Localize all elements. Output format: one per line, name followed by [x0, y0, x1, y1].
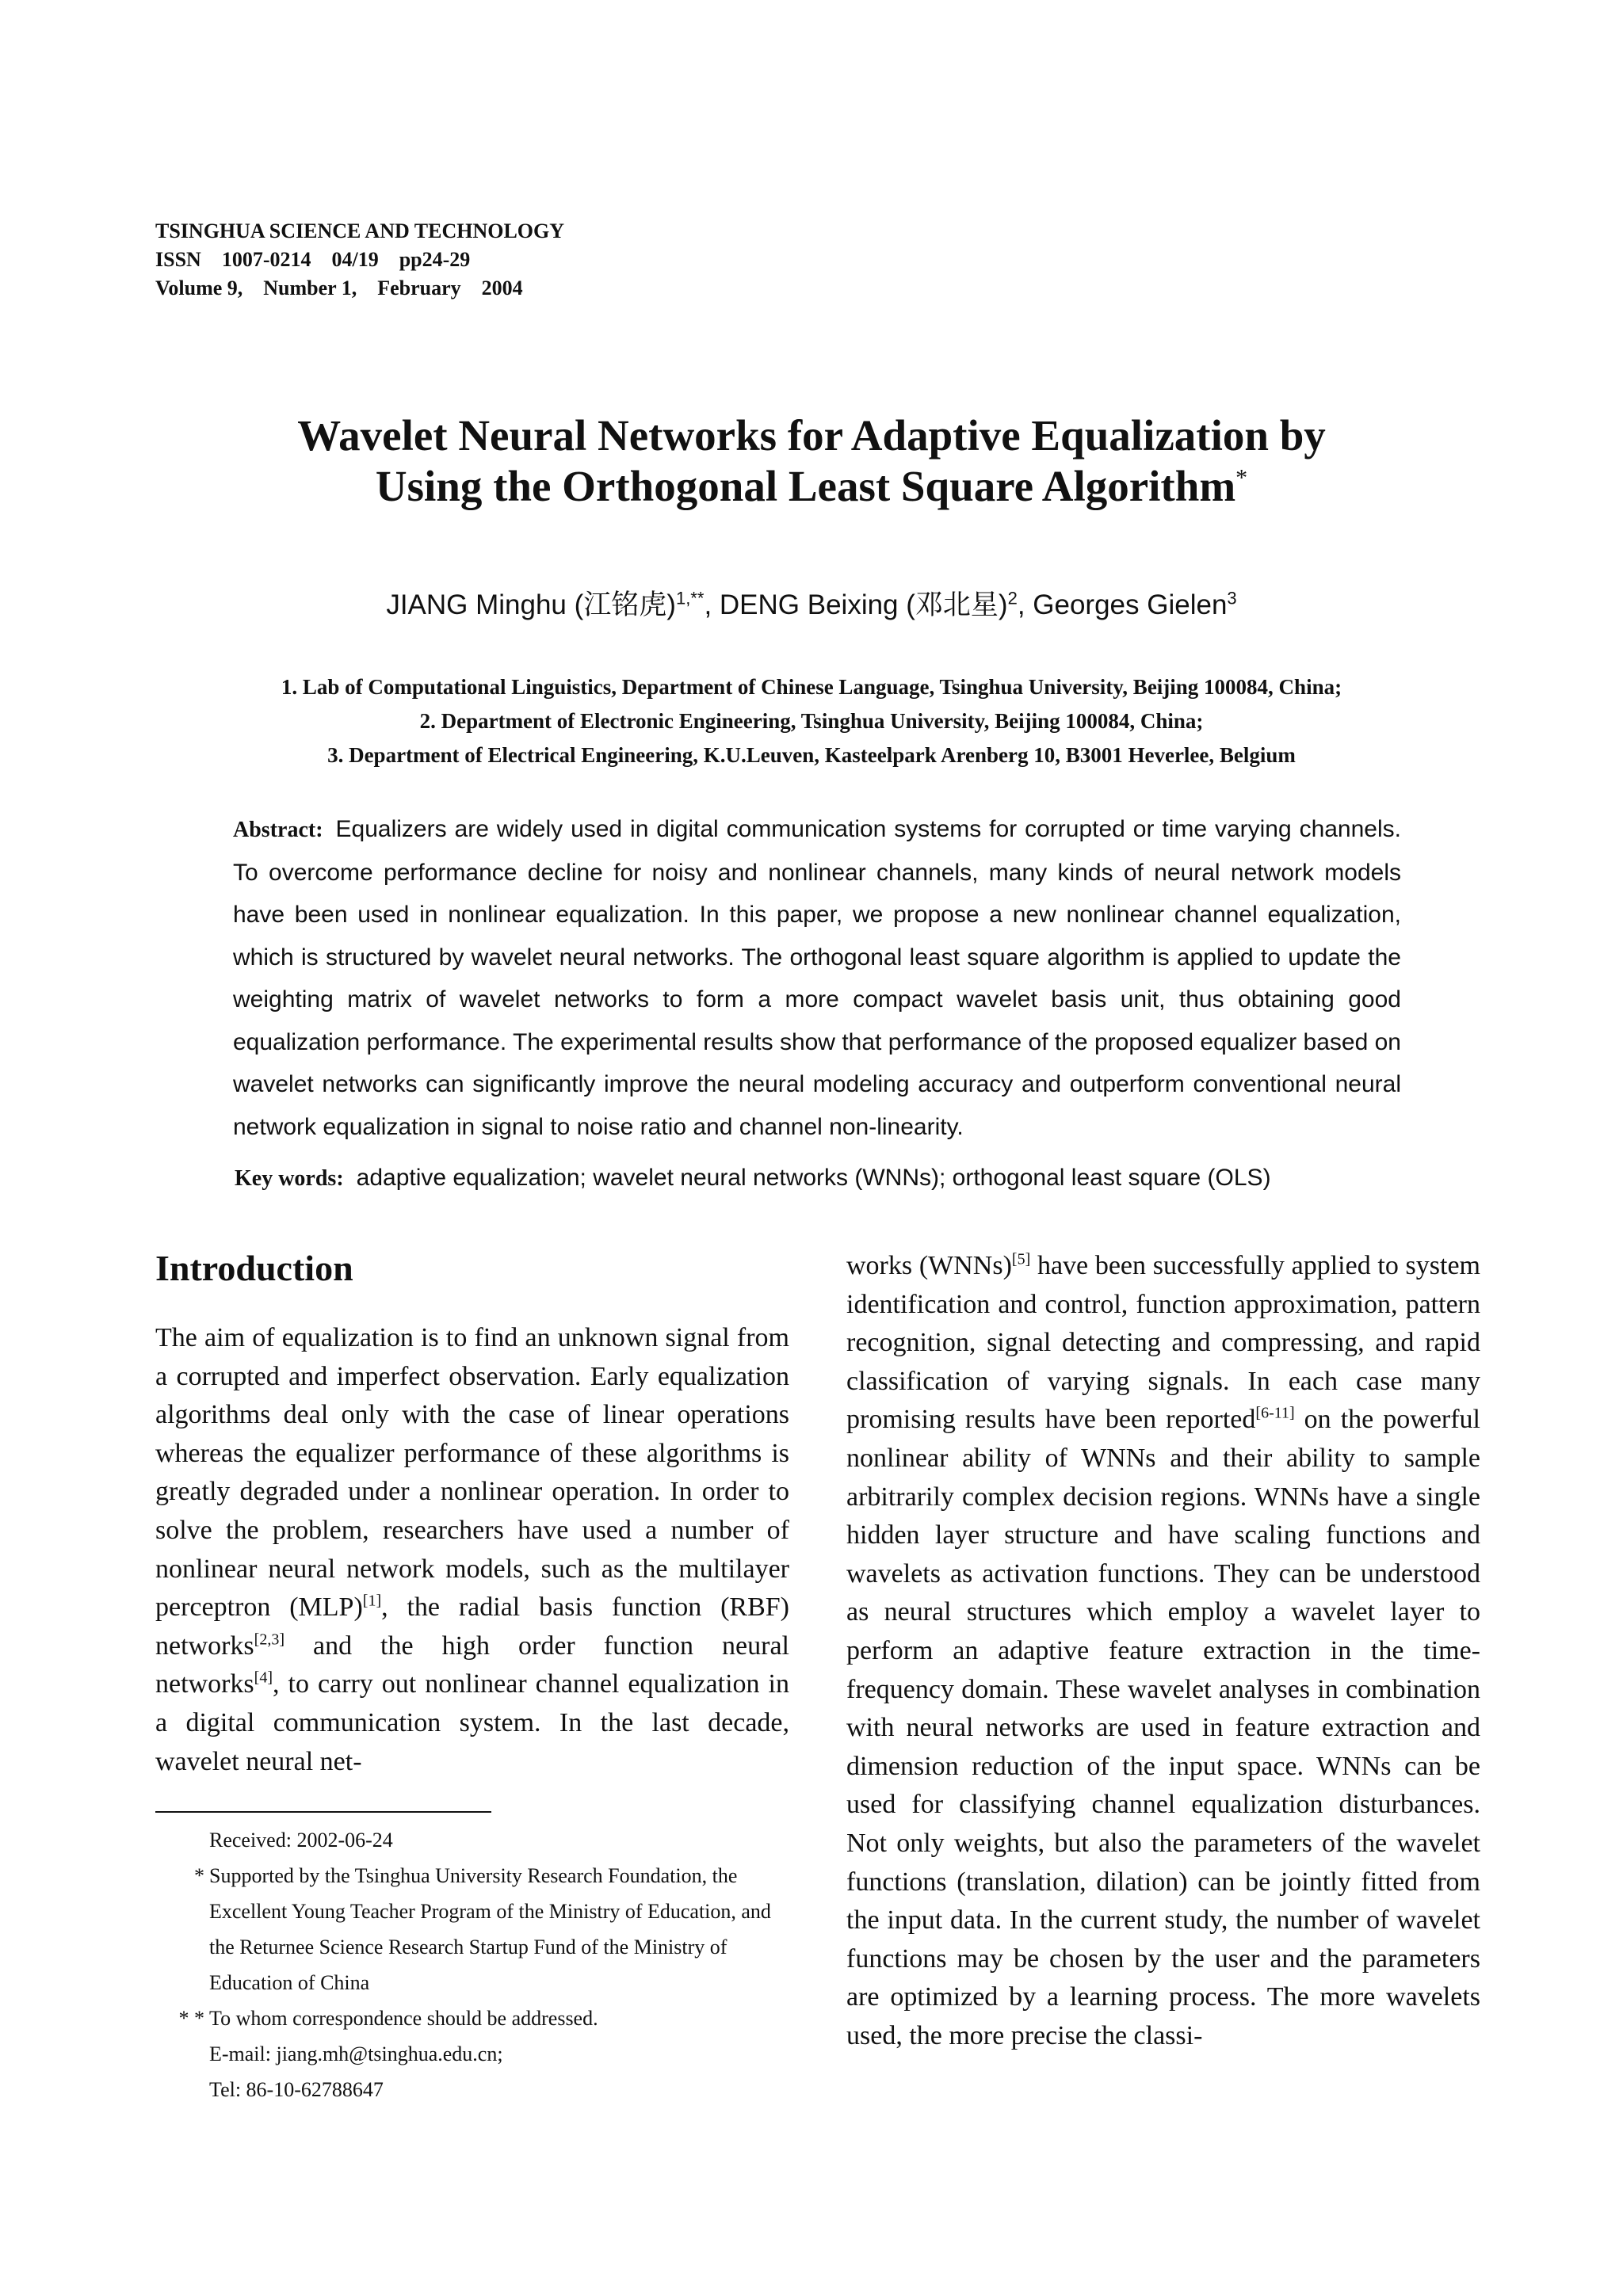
affiliation-2: 2. Department of Electronic Engineering, Tsinghua University, Beijing 100084, China;	[419, 709, 1204, 733]
author-list	[158, 583, 1465, 623]
author-2-name: , DENG Beixing (	[704, 589, 915, 620]
abstract	[233, 808, 1401, 1148]
author-3-affiliation-sup: 3	[1227, 588, 1237, 608]
introduction-right-column	[846, 1247, 1480, 2055]
footnote-correspondence	[155, 2000, 789, 2036]
citation-ref: [1]	[362, 1592, 382, 1610]
author-1-affiliation-sup: 1,**	[675, 588, 705, 608]
author-3-name: , Georges Gielen	[1017, 589, 1228, 620]
author-2-affiliation-sup: 2	[1007, 588, 1018, 608]
introduction-left-column	[155, 1319, 789, 1781]
journal-header	[155, 217, 564, 303]
affiliation-3: 3. Department of Electrical Engineering, K.U.Leuven, Kasteelpark Arenberg 10, B3001 Heverlee, Belgium	[327, 743, 1296, 767]
footnote-received	[155, 1822, 789, 1858]
journal-volume: Volume 9, Number 1, February 2004	[155, 277, 523, 299]
footnotes	[155, 1822, 789, 2107]
abstract-label: Abstract:	[233, 818, 323, 842]
paragraph-text: works (WNNs)	[846, 1251, 1012, 1280]
citation-ref: [5]	[1011, 1250, 1031, 1268]
footnote-marker: *	[194, 1864, 204, 1887]
title-line-1: Wavelet Neural Networks for Adaptive Equalization by	[297, 411, 1326, 460]
paragraph-text: and the high order function neural networks	[155, 1630, 789, 1699]
journal-issn: ISSN 1007-0214 04/19 pp24-29	[155, 248, 471, 271]
author-1-name: JIANG Minghu (	[386, 589, 584, 620]
received-date: Received: 2002-06-24	[209, 1829, 393, 1852]
paragraph-text: on the powerful nonlinear ability of WNNs and their ability to sample arbitrarily complex decision regions. WNNs have a single hidden layer structure and have scaling functions and wavelets as activation functions. They can be understood as neural structures which employ a wavelet layer to perform an adaptive feature extraction in the time-frequency domain. These wavelet analyses in combination with neural networks are used in feature extraction and dimension reduction of the input space. WNNs can be used for classifying channel equalization disturbances. Not only weights, but also the parameters of the wavelet functions (translation, dilation) can be jointly fitted from the input data. In the current study, the number of wavelet functions may be chosen by the user and the parameters are optimized by a learning process. The more wavelets used, the more precise the classi-	[846, 1405, 1481, 2050]
paragraph-text: The aim of equalization is to find an unknown signal from a corrupted and imperfect observation. Early equalization algorithms deal only with the case of linear operations whereas the equalizer performance of these algorithms is greatly degraded under a nonlinear operation. In order to solve the problem, researchers have used a number of nonlinear neural network models, such as the multilayer perceptron (MLP)	[155, 1323, 789, 1623]
footnote-tel	[155, 2072, 789, 2107]
footnote-divider	[155, 1811, 491, 1813]
keywords-label: Key words:	[235, 1166, 344, 1191]
keywords	[235, 1165, 1271, 1192]
support-text: Supported by the Tsinghua University Research Foundation, the Excellent Young Teacher Program of the Ministry of Education, and the Returnee Science Research Startup Fund of the Ministry of Education of China	[209, 1864, 771, 1994]
author-1-paren: )	[666, 589, 676, 620]
paragraph-text: , the radial basis function (RBF) networks	[155, 1592, 790, 1661]
paragraph-text: have been successfully applied to system identification and control, function approximation, pattern recognition, signal detecting and compressing, and rapid classification of varying signals. In each case many promising results have been reported	[846, 1251, 1481, 1435]
paper-title	[158, 410, 1465, 512]
title-line-2	[158, 461, 1465, 512]
affiliations	[79, 670, 1544, 772]
citation-ref: [6-11]	[1255, 1405, 1295, 1423]
affiliation-1: 1. Lab of Computational Linguistics, Department of Chinese Language, Tsinghua University, Beijing 100084, China;	[281, 675, 1342, 699]
footnote-marker: * *	[178, 2007, 204, 2030]
title-line-2-text: Using the Orthogonal Least Square Algorithm	[375, 462, 1236, 510]
footnote-support	[155, 1858, 789, 2000]
author-1-chinese-name: 江铭虎	[583, 589, 667, 620]
citation-ref: [4]	[254, 1669, 273, 1688]
telephone: Tel: 86-10-62788647	[209, 2078, 384, 2101]
paragraph-text: , to carry out nonlinear channel equalization in a digital communication system. In the last decade, wavelet neural net-	[155, 1669, 789, 1776]
author-2-paren: )	[998, 589, 1008, 620]
section-heading-introduction: Introduction	[155, 1248, 353, 1288]
email-address: E-mail: jiang.mh@tsinghua.edu.cn;	[209, 2042, 503, 2065]
abstract-text: Equalizers are widely used in digital communication systems for corrupted or time varying channels. To overcome performance decline for noisy and nonlinear channels, many kinds of neural network models have been used in nonlinear equalization. In this paper, we propose a new nonlinear channel equalization, which is structured by wavelet neural networks. The orthogonal least square algorithm is applied to update the weighting matrix of wavelet networks to form a more compact wavelet basis unit, thus obtaining good equalization performance. The experimental results show that performance of the proposed equalizer based on wavelet networks can significantly improve the neural modeling accuracy and outperform conventional neural network equalization in signal to noise ratio and channel non-linearity.	[233, 816, 1401, 1140]
footnote-email	[155, 2036, 789, 2072]
journal-name: TSINGHUA SCIENCE AND TECHNOLOGY	[155, 219, 565, 242]
author-2-chinese-name: 邓北星	[915, 589, 999, 620]
keywords-text: adaptive equalization; wavelet neural networks (WNNs); orthogonal least square (OLS)	[356, 1165, 1271, 1191]
citation-ref: [2,3]	[254, 1630, 285, 1649]
title-footnote-marker: *	[1235, 464, 1248, 491]
correspondence-text: To whom correspondence should be addressed.	[209, 2007, 598, 2030]
